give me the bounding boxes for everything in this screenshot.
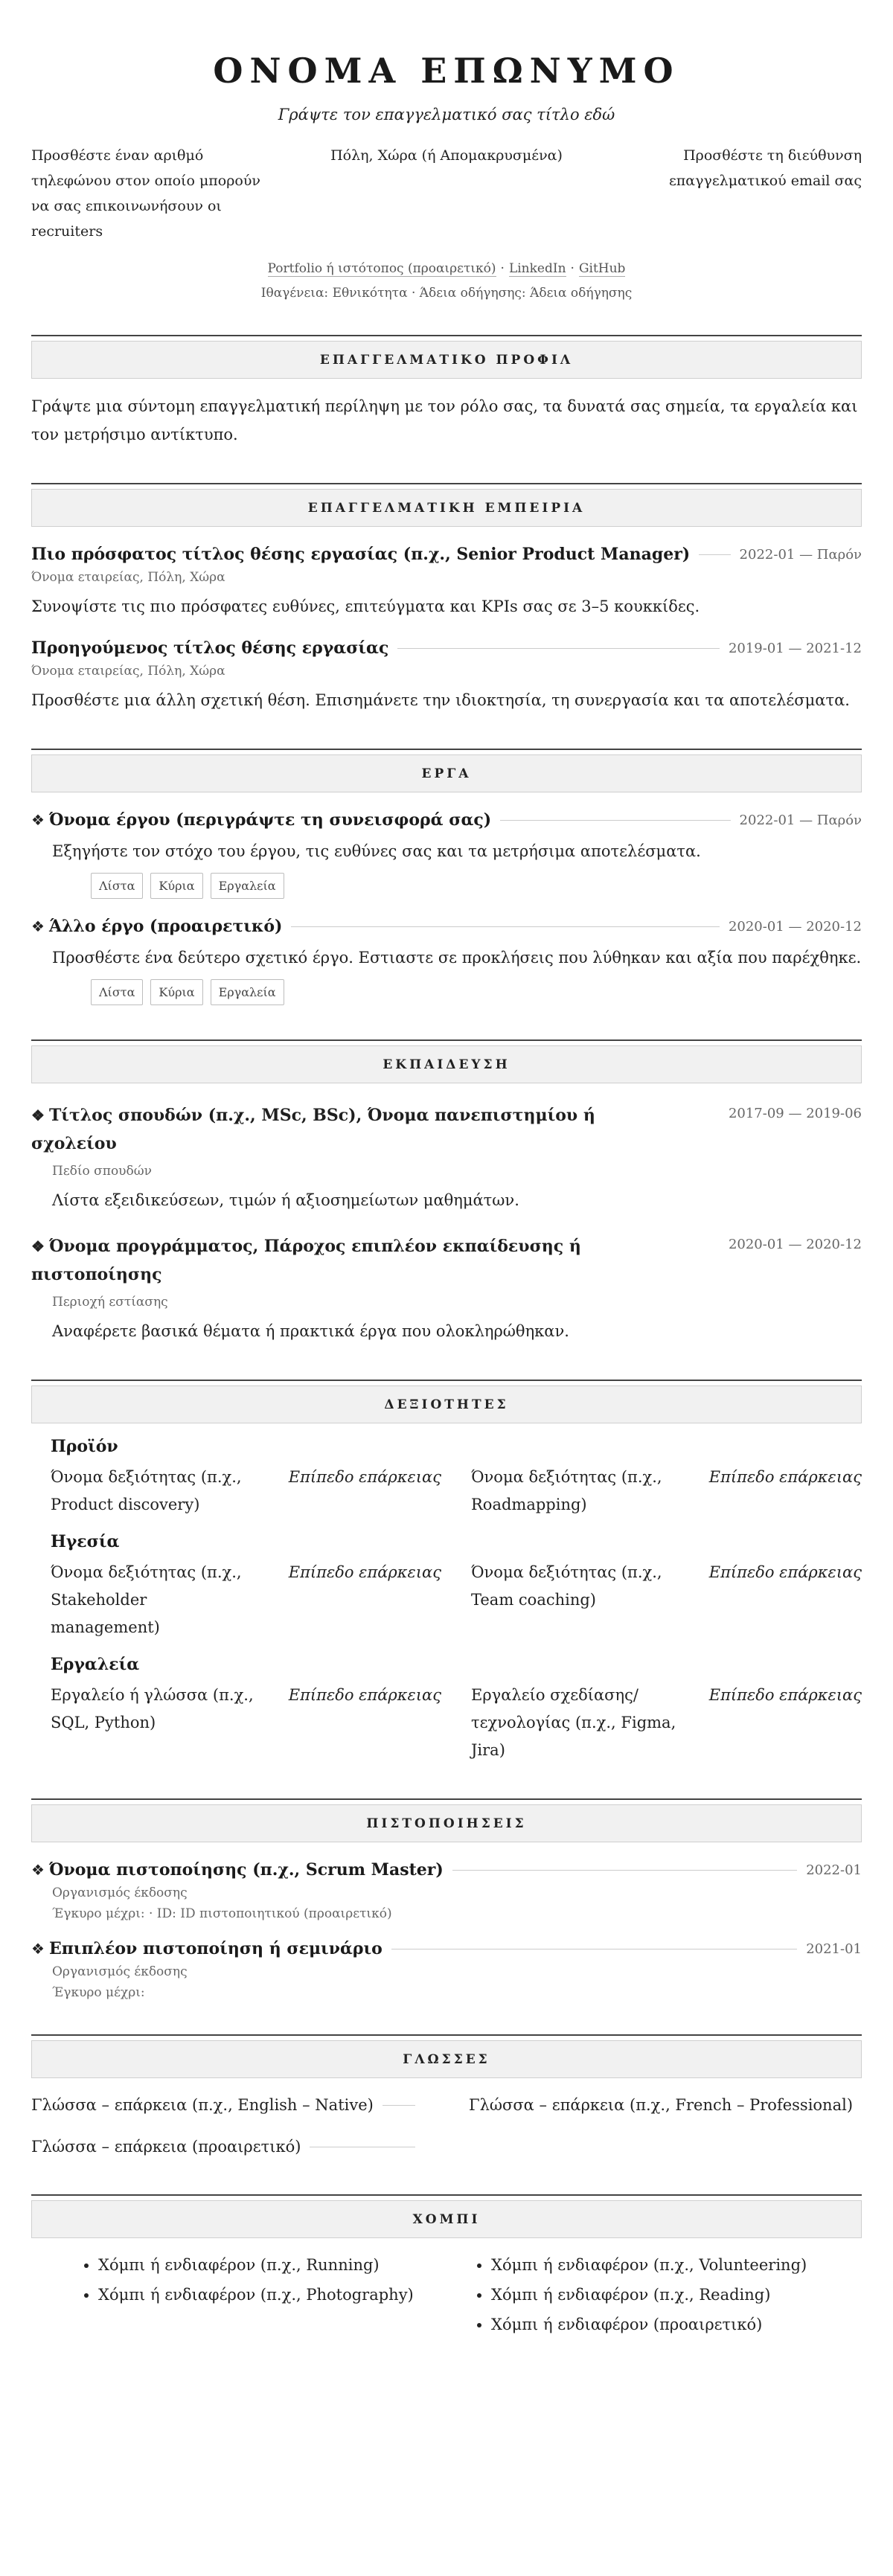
field-of-study: Πεδίο σπουδών — [52, 1164, 152, 1179]
job-description: Συνοψίστε τις πιο πρόσφατες ευθύνες, επιτεύγματα και KPIs σας σε 3–5 κουκκίδες. — [31, 597, 700, 615]
skills-section — [31, 1380, 862, 1764]
section-heading: ΕΠΑΓΓΕΛΜΑΤΙΚΗ ΕΜΠΕΙΡΙΑ — [31, 489, 862, 527]
certifications-section — [31, 1798, 862, 2000]
skill-level: Επίπεδο επάρκειας — [288, 1686, 441, 1704]
leader-line — [397, 648, 720, 649]
skill-item — [471, 1682, 862, 1764]
contact-email: Προσθέστε τη διεύθυνση επαγγελματικού email σας — [668, 147, 862, 189]
project-description: Εξηγήστε τον στόχο του έργου, τις ευθύνες σας και τα μετρήσιμα αποτελέσματα. — [52, 842, 701, 860]
job-title: Πιο πρόσφατος τίτλος θέσης εργασίας (π.χ., Senior Product Manager) — [31, 545, 691, 564]
issuing-organization: Οργανισμός έκδοσης — [52, 1885, 188, 1900]
hobby-list-right — [461, 2250, 862, 2339]
education-entry — [31, 1232, 862, 1345]
issuing-organization: Οργανισμός έκδοσης — [52, 1964, 188, 1979]
resume-header — [31, 51, 862, 301]
skill-category: Εργαλεία — [51, 1655, 140, 1674]
diamond-bullet-icon: ❖ — [31, 1861, 45, 1879]
skill-category: Ηγεσία — [51, 1532, 120, 1551]
skill-name: Όνομα δεξιότητας (π.χ., Team coaching) — [471, 1563, 662, 1609]
degree-title: Όνομα προγράμματος, Πάροχος επιπλέον εκπαίδευσης ή πιστοποίησης — [31, 1237, 581, 1284]
link-separator: · — [500, 261, 505, 276]
education-section — [31, 1039, 862, 1345]
project-title: Όνομα έργου (περιγράψτε τη συνεισφορά σας) — [48, 810, 492, 830]
leader-line — [452, 1870, 797, 1871]
language-text: Γλώσσα – επάρκεια (προαιρετικό) — [31, 2138, 301, 2156]
certification-validity: Έγκυρο μέχρι: · ID: ID πιστοποιητικού (προαιρετικό) — [52, 1906, 392, 1921]
skill-group — [31, 1532, 862, 1641]
job-dates: 2019-01 — 2021-12 — [728, 640, 862, 656]
skill-name: Εργαλείο σχεδίασης/τεχνολογίας (π.χ., Figma, Jira) — [471, 1686, 676, 1759]
skill-level: Επίπεδο επάρκειας — [288, 1563, 441, 1581]
skill-item — [51, 1559, 441, 1641]
job-dates: 2022-01 — Παρόν — [739, 546, 862, 563]
leader-line — [291, 926, 719, 927]
section-heading: ΠΙΣΤΟΠΟΙΗΣΕΙΣ — [31, 1804, 862, 1842]
project-entry — [31, 917, 862, 1005]
skill-item — [51, 1682, 441, 1764]
skill-group — [31, 1655, 862, 1764]
education-dates: 2020-01 — 2020-12 — [728, 1237, 862, 1252]
hobby-item: • Χόμπι ή ενδιαφέρον (π.χ., Running) — [98, 2250, 461, 2280]
field-of-study: Περιοχή εστίασης — [52, 1295, 168, 1310]
tag: Εργαλεία — [211, 873, 284, 899]
degree-title: Τίτλος σπουδών (π.χ., MSc, BSc), Όνομα πανεπιστημίου ή σχολείου — [31, 1106, 595, 1153]
skill-level: Επίπεδο επάρκειας — [708, 1563, 862, 1581]
job-title: Προηγούμενος τίτλος θέσης εργασίας — [31, 638, 389, 658]
hobby-item: • Χόμπι ή ενδιαφέρον (π.χ., Volunteering) — [491, 2250, 862, 2280]
section-heading: ΕΚΠΑΙΔΕΥΣΗ — [31, 1045, 862, 1083]
tag: Κύρια — [150, 979, 202, 1005]
skill-item — [471, 1464, 862, 1519]
tag: Κύρια — [150, 873, 202, 899]
experience-entry — [31, 545, 862, 621]
language-text: Γλώσσα – επάρκεια (π.χ., English – Native) — [31, 2096, 374, 2114]
tag: Εργαλεία — [211, 979, 284, 1005]
company-info: Όνομα εταιρείας, Πόλη, Χώρα — [31, 570, 225, 585]
portfolio-link[interactable]: Portfolio ή ιστότοπος (προαιρετικό) — [267, 261, 496, 276]
language-text: Γλώσσα – επάρκεια (π.χ., French – Professional) — [469, 2096, 854, 2114]
hobby-item: • Χόμπι ή ενδιαφέρον (προαιρετικό) — [491, 2310, 862, 2339]
section-heading: ΓΛΩΣΣΕΣ — [31, 2040, 862, 2078]
job-description: Προσθέστε μια άλλη σχετική θέση. Επισημάνετε την ιδιοκτησία, τη συνεργασία και τα αποτελέσματα. — [31, 691, 850, 709]
skill-level: Επίπεδο επάρκειας — [708, 1468, 862, 1486]
hobby-item: • Χόμπι ή ενδιαφέρον (π.χ., Photography) — [98, 2280, 461, 2310]
linkedin-link[interactable]: LinkedIn — [508, 261, 566, 276]
projects-section — [31, 749, 862, 1005]
certification-date: 2021-01 — [806, 1941, 862, 1957]
certification-entry — [31, 1939, 862, 2000]
profile-links — [31, 257, 862, 280]
skill-item — [51, 1464, 441, 1519]
education-dates: 2017-09 — 2019-06 — [728, 1106, 862, 1121]
diamond-bullet-icon: ❖ — [31, 1237, 45, 1255]
project-description: Προσθέστε ένα δεύτερο σχετικό έργο. Εστιαστε σε προκλήσεις που λύθηκαν και αξία που παρέχθηκε. — [52, 949, 862, 967]
contact-phone: Προσθέστε έναν αριθμό τηλεφώνου στον οποίο μπορούν να σας επικοινωνήσουν οι recruiters — [31, 147, 260, 240]
hobbies-section — [31, 2194, 862, 2339]
diamond-bullet-icon: ❖ — [31, 1106, 45, 1124]
experience-section — [31, 483, 862, 714]
skill-name: Όνομα δεξιότητας (π.χ., Roadmapping) — [471, 1468, 662, 1513]
company-info: Όνομα εταιρείας, Πόλη, Χώρα — [31, 664, 225, 679]
section-heading: ΔΕΞΙΟΤΗΤΕΣ — [31, 1385, 862, 1423]
profile-summary: Γράψτε μια σύντομη επαγγελματική περίληψη με τον ρόλο σας, τα δυνατά σας σημεία, τα εργαλεία και τον μετρήσιμο αντίκτυπο. — [31, 397, 858, 443]
language-item — [31, 2092, 424, 2118]
certification-validity: Έγκυρο μέχρι: — [52, 1985, 145, 2000]
education-entry — [31, 1101, 862, 1214]
leader-line — [500, 820, 730, 821]
certification-date: 2022-01 — [806, 1862, 862, 1878]
github-link[interactable]: GitHub — [578, 261, 626, 276]
languages-section — [31, 2034, 862, 2160]
personal-meta: Ιθαγένεια: Εθνικότητα · Άδεια οδήγησης: Άδεια οδήγησης — [260, 286, 633, 301]
education-description: Λίστα εξειδικεύσεων, τιμών ή αξιοσημείωτων μαθημάτων. — [52, 1191, 519, 1209]
section-heading: ΕΠΑΓΓΕΛΜΑΤΙΚΟ ΠΡΟΦΙΛ — [31, 341, 862, 379]
candidate-name: ΟΝΟΜΑ ΕΠΩΝΥΜΟ — [213, 51, 680, 91]
language-item — [31, 2133, 424, 2160]
education-description: Αναφέρετε βασικά θέματα ή πρακτικά έργα που ολοκληρώθηκαν. — [52, 1322, 569, 1340]
section-heading: ΧΟΜΠΙ — [31, 2200, 862, 2238]
skill-name: Εργαλείο ή γλώσσα (π.χ., SQL, Python) — [51, 1686, 254, 1731]
language-item — [469, 2092, 862, 2118]
leader-line — [383, 2105, 415, 2106]
certification-entry — [31, 1860, 862, 1921]
certification-title: Όνομα πιστοποίησης (π.χ., Scrum Master) — [48, 1860, 444, 1880]
tag: Λίστα — [91, 979, 143, 1005]
project-tags — [31, 979, 862, 1005]
certification-title: Επιπλέον πιστοποίηση ή σεμινάριο — [48, 1939, 383, 1958]
tag: Λίστα — [91, 873, 143, 899]
skill-group — [31, 1437, 862, 1519]
skill-level: Επίπεδο επάρκειας — [288, 1468, 441, 1486]
project-dates: 2020-01 — 2020-12 — [728, 918, 862, 935]
skill-level: Επίπεδο επάρκειας — [708, 1686, 862, 1704]
contact-row — [31, 143, 862, 244]
skill-name: Όνομα δεξιότητας (π.χ., Stakeholder management) — [51, 1563, 242, 1636]
project-dates: 2022-01 — Παρόν — [739, 812, 862, 828]
hobby-list-left — [61, 2250, 461, 2339]
project-entry — [31, 810, 862, 899]
skill-name: Όνομα δεξιότητας (π.χ., Product discovery) — [51, 1468, 242, 1513]
professional-title: Γράψτε τον επαγγελματικό σας τίτλο εδώ — [278, 106, 615, 124]
link-separator: · — [570, 261, 574, 276]
project-title: Άλλο έργο (προαιρετικό) — [48, 917, 283, 936]
skill-item — [471, 1559, 862, 1641]
contact-location: Πόλη, Χώρα (ή Απομακρυσμένα) — [330, 147, 563, 164]
diamond-bullet-icon: ❖ — [31, 811, 45, 829]
leader-line — [699, 554, 730, 555]
experience-entry — [31, 638, 862, 714]
diamond-bullet-icon: ❖ — [31, 917, 45, 935]
diamond-bullet-icon: ❖ — [31, 1940, 45, 1958]
profile-section — [31, 335, 862, 449]
hobby-item: • Χόμπι ή ενδιαφέρον (π.χ., Reading) — [491, 2280, 862, 2310]
section-heading: ΕΡΓΑ — [31, 754, 862, 792]
project-tags — [31, 873, 862, 899]
skill-category: Προϊόν — [51, 1437, 118, 1456]
